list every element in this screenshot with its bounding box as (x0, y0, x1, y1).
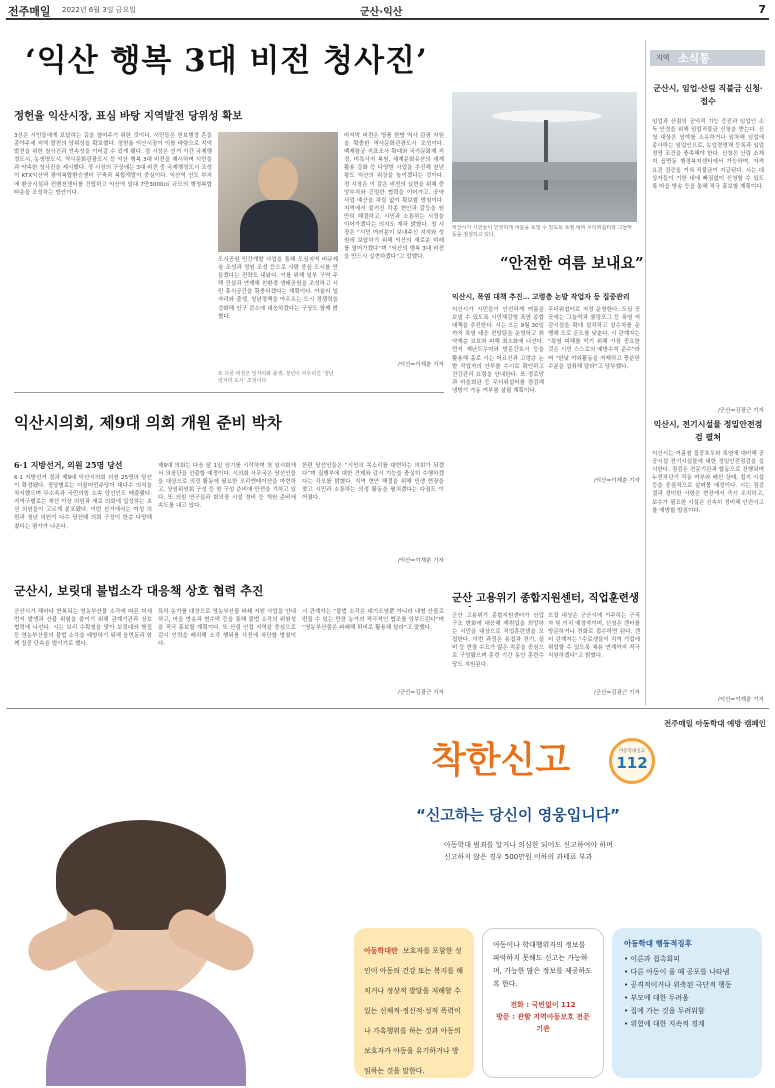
ad-logo-text: 착한신고 (431, 740, 571, 781)
sidebar-divider (645, 40, 646, 705)
article1-subtitle: 정헌율 익산시장, 표심 바탕 지역발전 당위성 확보 (14, 110, 243, 122)
article4-byline: /군산=김광근 기자 (397, 690, 444, 696)
box2-text: 아동이나 학대행위자의 정보를 파악하지 못해도 신고는 가능하며, 가능한 많은 정보를 제공하도록 한다. (493, 941, 593, 988)
article2-byline: /익산=이재춘 기자 (593, 478, 640, 484)
heat-shelter-photo (452, 92, 637, 222)
sidebar-title: 소식통 (678, 52, 710, 65)
box2-visit: 방문 : 관할 지역아동보호 전문기관 (496, 1013, 590, 1033)
article1-byline: /익산=이재춘 기자 (397, 362, 444, 368)
article5-column1: 군산 고용위기 종합지원센터가 산업 구조 변화에 대응해 재취업을 희망하는 시민을 대상으로 직업훈련생을 모집한다. 이번 과정은 용접과 전기, 설비 등 현장 수요가 많은 직종을 중심으로 구성됐으며 훈련 기간 동안 훈련수당도 지원된다. (452, 613, 544, 668)
badge-caption: 아동학대신고 (618, 749, 646, 754)
box3-item-text: 집에 가는 것을 두려워함 (630, 1007, 705, 1015)
article3-byline: /익산=이재춘 기자 (397, 558, 444, 564)
article4-column3: 시 관계자는 “불법 소각은 대기오염뿐 아니라 대형 산불로 번질 수 있는 만큼 농가의 적극적인 협조를 당부드린다”며 “영농부산물은 파쇄해 퇴비로 활용해 달라”고 말했다. (302, 609, 444, 632)
box3-title: 아동학대 행동적징후 (624, 939, 692, 948)
sidebar-item-title: 군산시, 임업·산림 직불금 신청·접수 (653, 83, 763, 106)
photo2-caption: 익산시가 시민들이 안전하게 여름을 보낼 수 있도록 폭염 대비 무더위쉼터와 그늘막 등을 점검하고 있다. (452, 225, 633, 238)
article5-byline: /군산=김광근 기자 (593, 690, 640, 696)
campaign-title: 전주매일 아동학대 예방 캠페인 (663, 719, 766, 728)
article4-title: 군산시, 보릿대 불법소각 대응책 상호 협력 추진 (14, 584, 264, 598)
article2-column1: 익산시가 시민들이 안전하게 여름을 보낼 수 있도록 시민체감형 폭염 종합대책을 추진한다. 시는 오는 9월 30일까지 폭염 대응 전담팀을 운영하고 취약계층 보호와 피해 최소화에 나선다. 먼저 재난도우미와 방문간호사 등을 활용해 홀로 사는 어르신과 고령층 논밭 작업자의 안부를 수시로 확인하고 건강관리 요령을 안내한다. 또 경로당과 마을회관 등 무더위쉼터를 점검해 냉방기 가동 여부를 살필 계획이다. (452, 307, 544, 394)
ad-rule (6, 708, 769, 709)
article4-column2: 특히 농가를 대상으로 영농부산물 파쇄 지원 사업을 안내하고, 마을 방송과 현수막 등을 통해 불법 소각의 위험성을 적극 홍보할 계획이다. 또 산림 인접 지역을 중심으로 감시 인력을 배치해 소각 행위를 사전에 차단할 방침이다. (158, 609, 296, 648)
ad-logo (431, 740, 631, 784)
article1-column1: 3선은 시민들에게 보답하는 길을 열어주기 위한 것이다. 시민들은 믿보행정 흔들 종야주세 지역 발전의 당위성을 확보했다. 정헌율 익산시장이 이를 바탕으로 지역발전을 위한 청사진과 연속성을 이어갈 수 있게 됐다. 정 시장은 선거 기간 국제행정도시, 농생명도시, 역사문화관광도시 등 익산 행복 3대 비전을 제시하며 시민들과 약속한 청사진을 제시했다. 정 시장의 구상에는 3대 비전 중 국제행정도시 조성이 KTX익산역 광역복합환승센터 구축과 복합개발이 중심이다. 익산역 선도 부지에 환승시설과 컨벤션센터를 건립하고 익산역 일대 7만3000㎡ 규모의 행정복합타운을 조성하는 방안이다. (14, 133, 212, 196)
article3-column3: 한편 당선인들은 “시민의 목소리를 대변하는 의회가 되겠다”며 집행부에 대한 견제와 감시 기능을 충실히 수행하겠다는 각오를 밝혔다. 지역 현안 해결을 위해 민생 현장을 찾고 시민과 소통하는 의정 활동을 펼치겠다는 다짐도 이어졌다. (302, 463, 444, 502)
article1-column2: 도시공원 민간개발 사업을 통해 도심지역 비규제 숲 조성과 정원 조성 등으로 사람 중심 도시를 만들겠다는 전략도 내놨다. 이를 위해 일부 구역 주택 건설과 연계해 친환경 생태공원을 조성하고 시민 휴식공간을 확충하겠다는 계획이다. 아울러 일자리와 출생, 청년정책을 아우르는 도시 경쟁력을 강화해 인구 감소에 대응하겠다는 구상도 함께 밝혔다. (218, 257, 338, 320)
article4-column1: 군산시가 해마다 반복되는 영농부산물 소각에 따른 미세먼지 발생과 산불 위험을 줄이기 위해 관계기관과 상호 협력에 나선다. 시는 보리 수확철을 맞아 보릿대와 볏짚 등 영농부산물의 불법 소각을 예방하기 위해 읍면동과 함께 집중 단속을 벌이기로 했다. (14, 609, 152, 648)
box3-item-text: 이른과 접촉회피 (630, 955, 680, 963)
mayor-photo (218, 132, 338, 252)
box3-item-text: 부모에 대한 두려움 (630, 994, 689, 1002)
box2-call: 전화 : 국번없이 112 (510, 1001, 576, 1009)
article1-column3: 마지막 비전은 명품 한방 역사 관광 자원을 확충한 역사문화관광도시 조성이다. 백제왕궁 지표조사 확대와 국가문화재 지정, 미륵사지 복원, 세계문화유산의 세계 활용 강화 등 다양한 사업을 추진해 천년 왕도 익산의 위상을 높이겠다는 것이다. 정 시장은 이 같은 비전의 실현을 위해 중앙부처와 긴밀한 협력을 이어가고, 공약사업 예산을 차질 없이 확보할 방침이다. 지역에서 불거진 각종 현안과 갈등을 원만히 해결하고, 시민과 소통하는 시정을 이어가겠다는 의지도 재차 밝혔다. 정 시장은 “시민 여러분이 보내주신 지지와 성원에 보답하기 위해 익산의 새로운 미래를 열어가겠다”며 “익산의 행복 3대 비전을 반드시 실현하겠다”고 말했다. (344, 133, 444, 261)
child-abuse-ad (6, 710, 769, 1086)
article2-title: “안전한 여름 보내요” (500, 254, 644, 272)
article1-photo-caption: 또 다른 비전은 일자리와 출생, 청년이 어우러진 ‘청년일자리 도시’ 조성이다. (218, 371, 334, 384)
box3-item-text: 공격적이거나 위축된 극단적 행동 (630, 981, 732, 989)
box3-item: • 위험에 대한 지속적 경계 (624, 1020, 705, 1028)
ad-box-report (482, 928, 604, 1078)
masthead (8, 2, 768, 18)
box3-item: • 집에 가는 것을 두려워함 (624, 1007, 705, 1015)
sidebar-header (650, 50, 765, 66)
page-number: 7 (758, 3, 766, 16)
report-112-badge (609, 738, 655, 784)
ad-slogan: “신고하는 당신이 영웅입니다” (416, 806, 621, 824)
sidebar-item-byline: /익산=이재춘 기자 (717, 697, 764, 703)
sidebar-item-body: 익산시는 여름철 집중호우와 폭염에 대비해 공공시설 전기시설물에 대한 정밀안전점검을 실시한다. 점검은 전문기관과 합동으로 진행되며 누전차단기 작동 여부와 배선 상태, 접지 시설 등을 중점적으로 살펴볼 예정이다. 시는 점검 결과 경미한 사항은 현장에서 즉시 조치하고, 보수가 필요한 시설은 신속히 정비해 안전사고를 예방할 방침이다. (652, 451, 764, 514)
box3-item-text: 위험에 대한 지속적 경계 (630, 1020, 705, 1028)
ad-intro-line1: 아동학대 범죄를 알거나 의심한 되어도 신고하여야 하며 (444, 841, 613, 849)
article5-column2: 모집 대상은 군산시에 거주하는 구직자 및 이직 예정자이며, 신청은 센터를 방문하거나 전화로 접수하면 된다. 센터 관계자는 “수료생들이 지역 기업에 취업할 수 있도록 채용 연계까지 적극 지원하겠다”고 밝혔다. (548, 613, 640, 660)
box3-item: • 부모에 대한 두려움 (624, 994, 689, 1002)
article3-title: 익산시의회, 제9대 의회 개원 준비 박차 (14, 413, 282, 432)
box1-title: 아동학대란 (364, 947, 398, 955)
sidebar-item-title: 익산시, 전기시설물 정밀안전점검 펼쳐 (653, 419, 763, 442)
article3-column1: 6·1 지방선거 결과 제9대 익산시의회 의원 25명의 당선이 확정됐다. 정당별로는 더불어민주당이 대다수 의석을 차지했으며 무소속과 국민의힘 소속 당선인도 배출됐다. 지역구별로는 재선 이상 의원과 새로 의회에 입성하는 초선 의원들이 고르게 분포됐다. 이번 선거에서는 여성 의원과 청년 의원이 다수 당선돼 의회 구성이 한층 다양해졌다는 평가가 나온다. (14, 475, 152, 530)
box1-text: 보호자를 포함한 성인이 아동의 건강 또는 복지를 해치거나 정상적 발달을 저해할 수 있는 신체적·정신적·성적 폭력이나 가혹행위를 하는 것과 아동의 보호자가 아동을 유기하거나 방임하는 것을 말한다. (364, 947, 464, 1075)
sidebar-tag: 지역 (656, 54, 670, 62)
badge-number: 112 (616, 754, 648, 772)
article5-title: 군산 고용위기 종합지원센터, 직업훈련생 (452, 592, 640, 604)
ad-box-signs (612, 928, 762, 1078)
article3-column2: 제9대 의회는 다음 달 1일 임기를 시작하며 첫 임시회에서 의장단을 선출할 예정이다. 시의회 사무국은 당선인들을 대상으로 의정 활동에 필요한 오리엔테이션을 마련하고, 상임위원회 구성 등 원 구성 준비에 만전을 기하고 있다. 또 의원 연구실과 회의장 시설 정비 등 개원 준비에 속도를 내고 있다. (158, 463, 296, 510)
article2-column2: 무더위쉼터로 지정 운영한다. 도심 곳곳에는 그늘막과 쿨링포그 등 폭염 저감시설을 확대 설치하고 살수차를 운행해 도로 온도를 낮춘다. 시 관계자는 “폭염 피해를 막기 위해 가장 중요한 것은 시민 스스로의 예방수칙 준수”라며 “한낮 야외활동을 자제하고 충분한 수분을 섭취해 달라”고 당부했다. (548, 307, 640, 370)
paper-name: 전주매일 (8, 5, 51, 18)
article1-title: ‘익산 행복 3대 비전 청사진’ (25, 43, 428, 79)
sidebar-item-body: 임업과 산림의 공익적 기능 증진과 임업인 소득 안정을 위해 임업직불금 신청을 받는다. 신청 대상은 임야를 소유하거나 임차해 임업에 종사하는 임업인으로, 농업경영체 등록과 임업경영 조건을 충족해야 한다. 신청은 산림 소재지 읍면동 행정복지센터에서 가능하며, 자격 요건 검증을 거쳐 직불금이 지급된다. 시는 대상자들이 기한 내에 빠짐없이 신청할 수 있도록 마을 방송 등을 통해 적극 홍보할 계획이다. (652, 119, 764, 190)
box3-item-text: 다른 아동이 울 때 공포를 나타냄 (630, 968, 730, 976)
section-name: 군산·익산 (360, 7, 403, 18)
sidebar-item-byline: /군산=김광근 기자 (717, 408, 764, 414)
box3-item: • 공격적이거나 위축된 극단적 행동 (624, 981, 732, 989)
header-rule (6, 18, 769, 20)
article3-subtitle: 6·1 지방선거, 의원 25명 당선 (14, 460, 123, 470)
ad-box-definition (354, 928, 474, 1078)
distressed-child-illustration (6, 730, 266, 1086)
article-divider (14, 392, 444, 393)
article2-subtitle: 익산시, 폭염 대책 추진… 고령층 논밭 작업자 등 집중관리 (452, 292, 630, 301)
ad-intro-line2: 신고하지 않은 경우 500만원 이하의 과태료 부과 (444, 853, 593, 861)
issue-date: 2022년 6월 3일 금요일 (62, 6, 136, 14)
box3-item: • 이른과 접촉회피 (624, 955, 680, 963)
box3-item: • 다른 아동이 울 때 공포를 나타냄 (624, 968, 730, 976)
